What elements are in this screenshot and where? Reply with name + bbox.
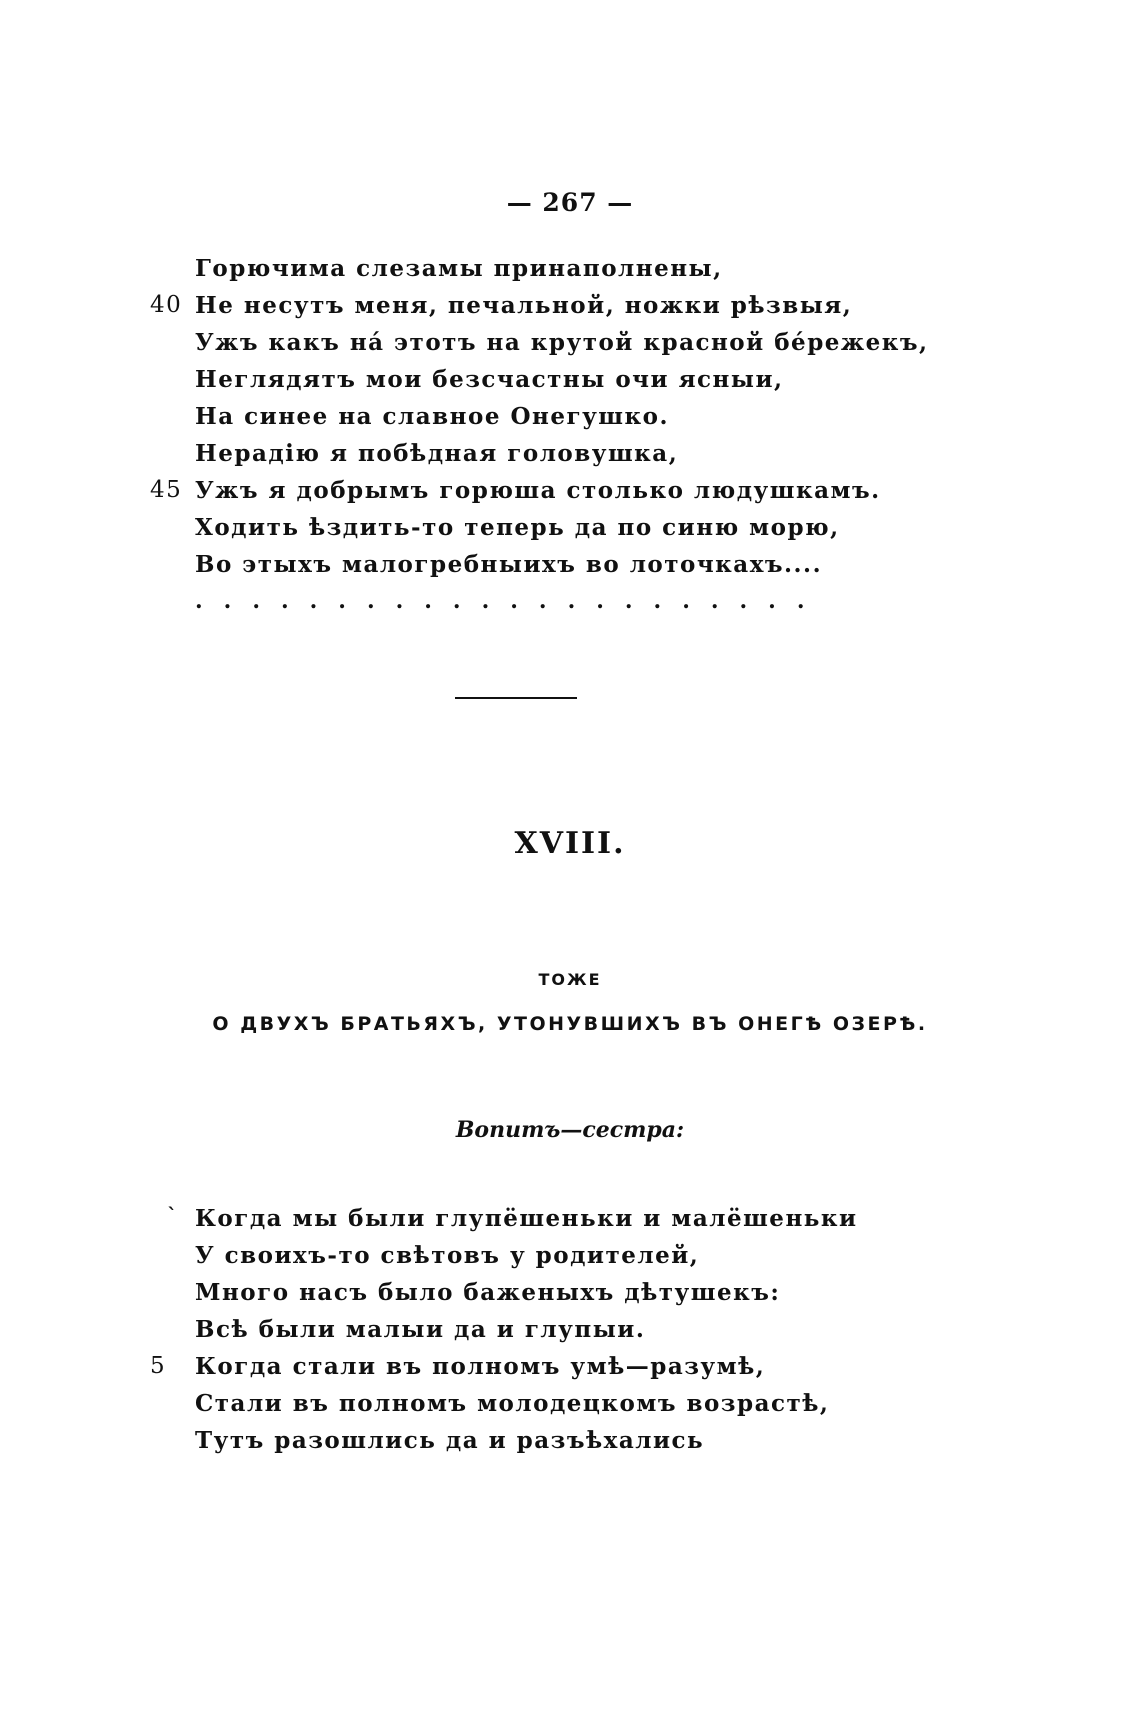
verse-line (150, 1311, 1050, 1348)
page-number: — 267 — (506, 188, 634, 217)
verse-text: Когда стали въ полномъ умѣ—разумѣ, (195, 1353, 766, 1380)
verse-line (150, 361, 1050, 398)
verse-line (150, 1422, 1050, 1459)
verse-line (150, 398, 1050, 435)
verse-text: Всѣ были малыи да и глупыи. (195, 1316, 646, 1343)
verse-line (150, 1348, 1050, 1385)
verse-text: Стали въ полномъ молодецкомъ возрастѣ, (195, 1390, 830, 1417)
verse-line (150, 1274, 1050, 1311)
verse-text: У своихъ-то свѣтовъ у родителей, (195, 1242, 700, 1269)
verse-text: Когда мы были глупёшеньки и малёшеньки (195, 1205, 858, 1232)
section-subtitle-tozhe: ТОЖЕ (538, 970, 602, 989)
verse-line (150, 324, 1050, 361)
verse-text: Много насъ было баженыхъ дѣтушекъ: (195, 1279, 781, 1306)
verse-text: Горючима слезамы принаполнены, (195, 255, 723, 282)
verse-line (150, 1385, 1050, 1422)
poem-stanza-bottom (150, 1200, 1050, 1459)
verse-line (150, 472, 1050, 509)
verse-line (150, 546, 1050, 583)
line-number: 45 (150, 477, 183, 503)
line-number: 40 (150, 292, 183, 318)
verse-text: Во этыхъ малогребныихъ во лоточкахъ.... (195, 551, 823, 578)
verse-text: Ходить ѣздить-то теперь да по синю морю, (195, 514, 840, 541)
verse-text: Тутъ разошлись да и разъѣхались (195, 1427, 705, 1454)
verse-line (150, 250, 1050, 287)
verse-line (150, 1237, 1050, 1274)
verse-text: На синее на славное Онегушко. (195, 403, 669, 430)
poem-stanza-top (150, 250, 1050, 583)
margin-mark: ` (167, 1203, 177, 1227)
verse-line (150, 435, 1050, 472)
verse-text: Нерадію я побѣдная головушка, (195, 440, 679, 467)
verse-line (150, 1200, 1050, 1237)
verse-text: Неглядятъ мои безсчастны очи ясныи, (195, 366, 784, 393)
section-divider (455, 697, 577, 699)
verse-text: Ужъ я добрымъ горюша столько людушкамъ. (195, 477, 881, 504)
verse-line (150, 287, 1050, 324)
verse-text: Ужъ какъ на́ этотъ на крутой красной бе́режекъ, (195, 329, 929, 356)
omission-dots: ...................... (195, 588, 826, 614)
section-subtitle-title: О ДВУХЪ БРАТЬЯХЪ, УТОНУВШИХЪ ВЪ ОНЕГѢ ОЗЕРѢ. (212, 1013, 928, 1035)
line-number: 5 (150, 1353, 167, 1379)
verse-text: Не несутъ меня, печальной, ножки рѣзвыя, (195, 292, 853, 319)
verse-line (150, 509, 1050, 546)
speaker-line: Вопитъ—сестра: (455, 1117, 685, 1143)
section-number: XVIII. (514, 826, 626, 861)
